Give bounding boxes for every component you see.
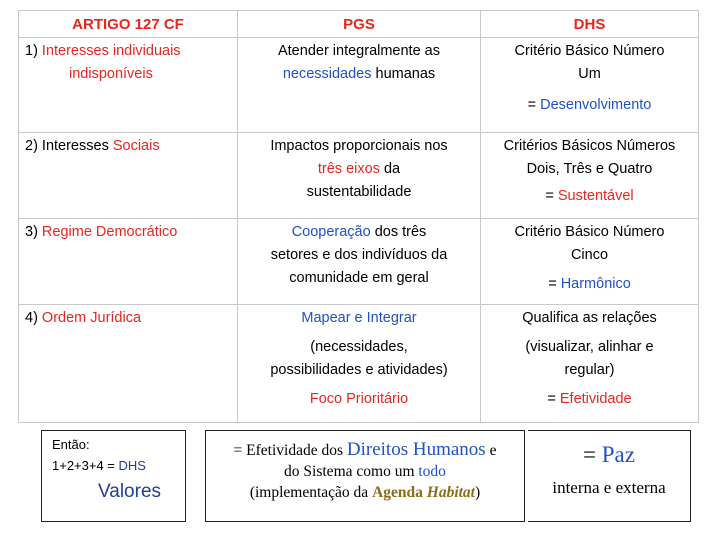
summary-formula-dhs: DHS [118, 458, 146, 473]
table-header-row [19, 11, 699, 38]
summary-formula-sum: 1+2+3+4 = [52, 458, 119, 473]
row2-dhs-line1: Critérios Básicos Números [503, 138, 676, 154]
row1-pgs-line1: Atender integralmente as [277, 43, 440, 59]
row4-dhs-result: Efetividade [559, 391, 632, 407]
row4-number: 4) [25, 310, 42, 326]
row3-dhs-line1: Critério Básico Número [514, 224, 665, 240]
row3-key: Regime Democrático [41, 224, 178, 240]
row2-number: 2) Interesses [25, 138, 113, 154]
row4-pgs-key: Mapear e Integrar [301, 310, 417, 326]
row1-pgs-key: necessidades [282, 66, 372, 82]
row1-pgs [238, 38, 481, 133]
row3-dhs-result: Harmônico [560, 276, 631, 292]
row2-pgs-key: três eixos [317, 161, 380, 177]
row1-dhs-line1: Critério Básico Número [514, 43, 665, 59]
row3-number: 3) [25, 224, 42, 240]
row3-pgs-line1: dos três [370, 224, 427, 240]
row2-dhs [481, 133, 699, 219]
row3-artigo [19, 219, 238, 305]
effectiveness-whole: todo [418, 463, 446, 480]
row4-dhs [481, 305, 699, 423]
header-pgs: PGS [238, 11, 481, 38]
summary-box-peace [528, 430, 691, 522]
comparison-table [18, 10, 699, 423]
row3-pgs [238, 219, 481, 305]
row3-pgs-line3: comunidade em geral [289, 270, 429, 286]
table-row [19, 219, 699, 305]
row1-key: Interesses individuais [41, 43, 181, 59]
box-divider-right [524, 430, 525, 522]
row4-dhs-line3: regular) [564, 362, 615, 378]
summary-intro: Então: [52, 437, 90, 452]
row2-pgs-line3: sustentabilidade [306, 184, 412, 200]
row4-dhs-line1: Qualifica as relações [522, 310, 657, 326]
row4-pgs-focus: Foco Prioritário [309, 391, 409, 407]
effectiveness-close: ) [475, 484, 481, 501]
table-row [19, 133, 699, 219]
row2-key: Sociais [112, 138, 160, 154]
row2-dhs-result: Sustentável [557, 188, 634, 204]
row4-dhs-eq: = [547, 391, 560, 407]
row4-artigo [19, 305, 238, 423]
summary-values-label: Valores [98, 481, 162, 502]
row2-artigo [19, 133, 238, 219]
row2-pgs [238, 133, 481, 219]
row3-dhs-eq: = [548, 276, 561, 292]
table-row [19, 305, 699, 423]
row1-number: 1) [25, 43, 42, 59]
header-artigo: ARTIGO 127 CF [19, 11, 238, 38]
row1-artigo [19, 38, 238, 133]
summary-formula [52, 458, 146, 473]
peace-eq: = [583, 442, 602, 467]
summary-box-values [41, 430, 186, 522]
header-dhs: DHS [481, 11, 699, 38]
summary-box-effectiveness [205, 430, 525, 522]
row4-pgs-line2: (necessidades, [310, 339, 408, 355]
row1-pgs-line2: humanas [371, 66, 436, 82]
row4-dhs-line2: (visualizar, alinhar e [525, 339, 654, 355]
effectiveness-implementation: (implementação da [249, 484, 373, 501]
effectiveness-agenda: Agenda [372, 484, 427, 501]
row2-pgs-line1: Impactos proporcionais nos [270, 138, 448, 154]
row3-pgs-key: Cooperação [291, 224, 371, 240]
effectiveness-prefix: = Efetividade dos [233, 442, 347, 459]
peace-scope: interna e externa [552, 478, 666, 497]
peace-word: Paz [601, 442, 635, 467]
row2-pgs-line2: da [379, 161, 401, 177]
effectiveness-human-rights: Direitos Humanos [346, 439, 486, 460]
row1-key-cont: indisponíveis [69, 66, 153, 82]
row3-dhs-line2: Cinco [570, 247, 609, 263]
effectiveness-system: do Sistema como um [284, 463, 419, 480]
effectiveness-habitat: Habitat [426, 484, 475, 501]
row4-key: Ordem Jurídica [41, 310, 142, 326]
row1-dhs-eq: = [527, 97, 541, 113]
table-row [19, 38, 699, 133]
row2-dhs-eq: = [545, 188, 558, 204]
row1-dhs-result: Desenvolvimento [540, 97, 652, 113]
row2-dhs-line2: Dois, Três e Quatro [526, 161, 653, 177]
row3-dhs [481, 219, 699, 305]
row4-pgs [238, 305, 481, 423]
row1-dhs-line2: Um [578, 66, 601, 82]
row3-pgs-line2: setores e dos indivíduos da [270, 247, 448, 263]
row4-pgs-line3: possibilidades e atividades) [270, 362, 448, 378]
effectiveness-and: e [485, 442, 497, 459]
row1-dhs [481, 38, 699, 133]
